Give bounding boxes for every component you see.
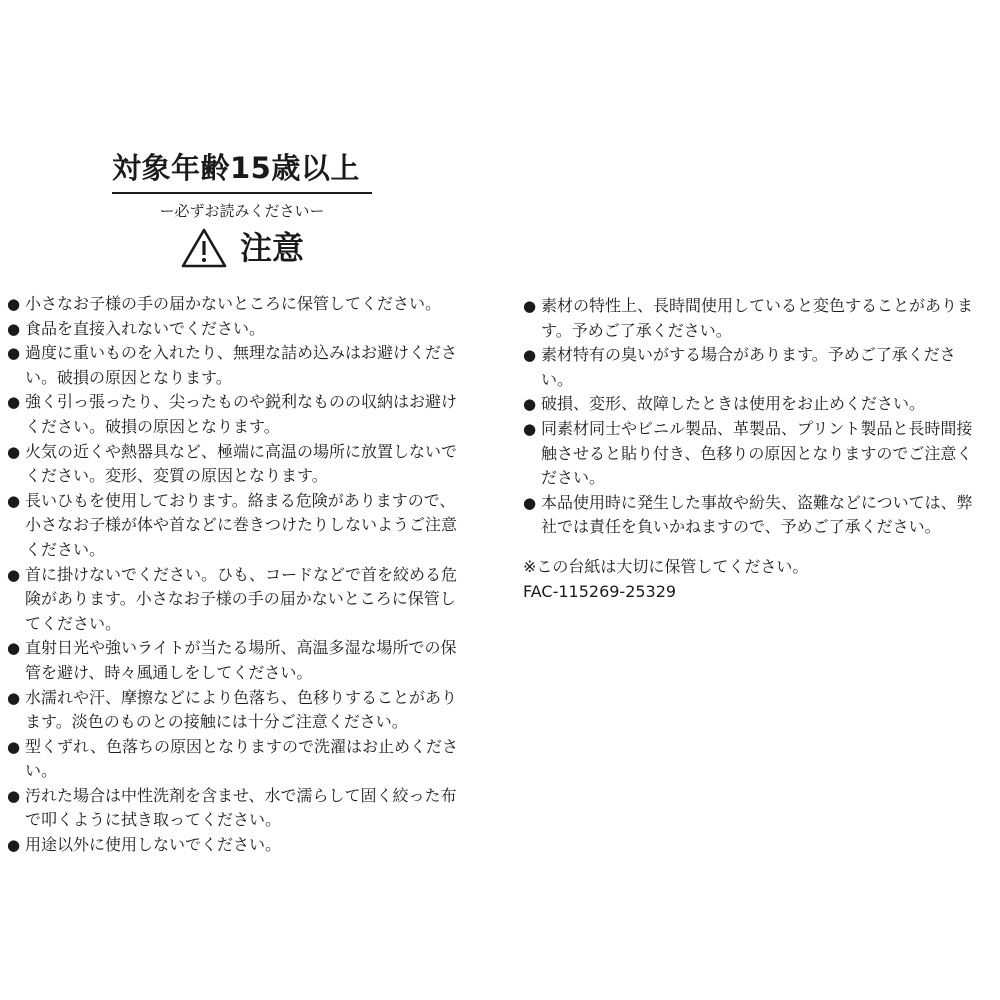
caution-item: ● 小さなお子様の手の届かないところに保管してください。: [7, 292, 470, 317]
caution-item: ● 首に掛けないでください。ひも、コードなどで首を絞める危険があります。小さなお子様の手の届かないところに保管してください。: [7, 563, 470, 637]
caution-item: ● 素材特有の臭いがする場合があります。予めご了承ください。: [523, 343, 981, 392]
product-code: FAC-115269-25329: [523, 581, 677, 601]
caution-list-right: [523, 294, 981, 540]
caution-heading: [112, 226, 372, 270]
caution-item: ● 素材の特性上、長時間使用していると変色することがあります。予めご了承ください。: [523, 294, 981, 343]
caution-item: ● 本品使用時に発生した事故や紛失、盗難などについては、弊社では責任を負いかねますので、予めご了承ください。: [523, 491, 981, 540]
notice-header: [112, 148, 372, 270]
read-notice: ー必ずお読みくださいー: [159, 202, 325, 220]
caution-item: ● 用途以外に使用しないでください。: [7, 833, 470, 858]
keep-card-note: ※この台紙は大切に保管してください。: [523, 557, 809, 576]
caution-title: 注意: [239, 229, 304, 267]
caution-item: ● 強く引っ張ったり、尖ったものや鋭利なものの収納はお避けください。破損の原因となります。: [7, 390, 470, 439]
caution-item: ● 水濡れや汗、摩擦などにより色落ち、色移りすることがあります。淡色のものとの接触には十分ご注意ください。: [7, 686, 470, 735]
caution-item: ● 直射日光や強いライトが当たる場所、高温多湿な場所での保管を避け、時々風通しをしてください。: [7, 636, 470, 685]
caution-item: ● 同素材同士やビニル製品、革製品、プリント製品と長時間接触させると貼り付き、色移りの原因となりますのでご注意ください。: [523, 417, 981, 491]
warning-triangle-icon: [180, 227, 228, 269]
caution-item: ● 汚れた場合は中性洗剤を含ませ、水で濡らして固く絞った布で叩くように拭き取ってください。: [7, 784, 470, 833]
age-notice: 対象年齢15歳以上: [112, 148, 372, 194]
caution-item: ● 型くずれ、色落ちの原因となりますので洗濯はお止めください。: [7, 735, 470, 784]
footer-notes: [523, 555, 983, 604]
caution-list-left: [7, 292, 470, 858]
caution-item: ● 長いひもを使用しております。絡まる危険がありますので、小さなお子様が体や首などに巻きつけたりしないようご注意ください。: [7, 489, 470, 563]
caution-item: ● 破損、変形、故障したときは使用をお止めください。: [523, 392, 981, 417]
caution-item: ● 火気の近くや熱器具など、極端に高温の場所に放置しないでください。変形、変質の原因となります。: [7, 440, 470, 489]
caution-item: ● 過度に重いものを入れたり、無理な詰め込みはお避けください。破損の原因となります。: [7, 341, 470, 390]
caution-item: ● 食品を直接入れないでください。: [7, 317, 470, 342]
